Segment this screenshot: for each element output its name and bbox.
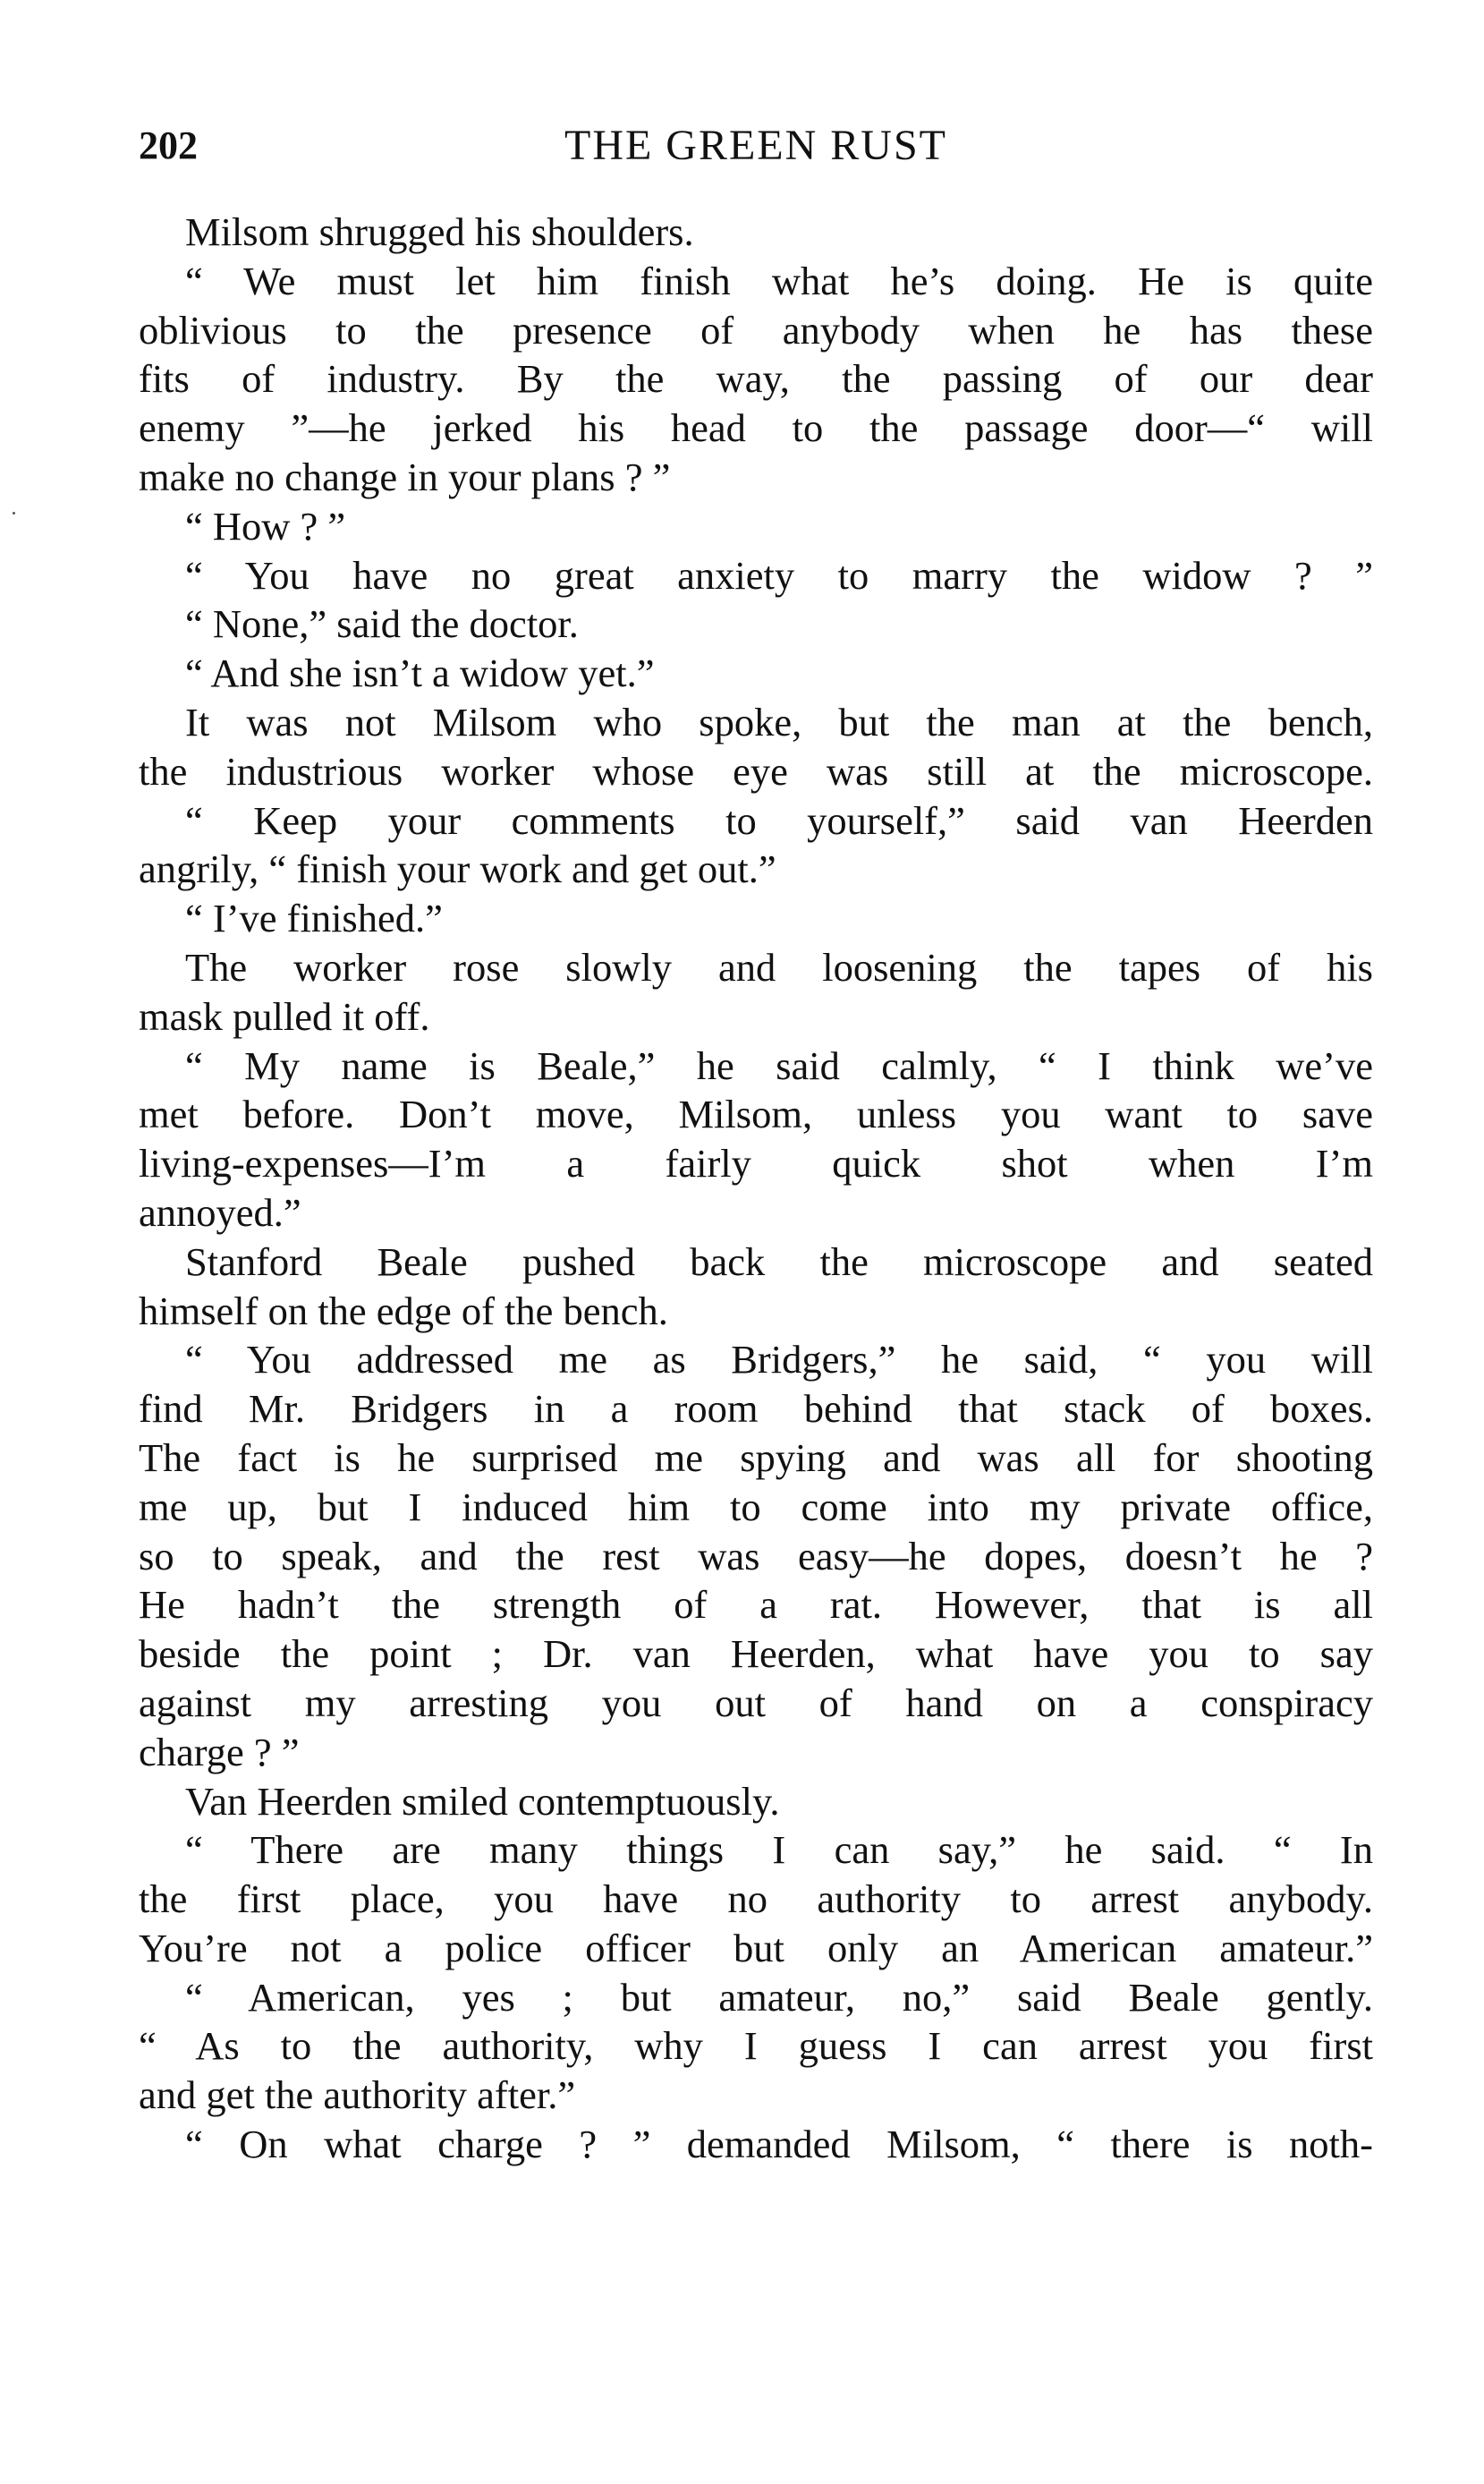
- text-line: himself on the edge of the bench.: [139, 1288, 668, 1333]
- text-line: “ We must let him finish what he’s doing. He is quite: [185, 258, 1373, 303]
- text-line: “ You have no great anxiety to marry the widow ? ”: [185, 552, 1373, 598]
- text-line: “ How ? ”: [185, 503, 346, 549]
- text-line: fits of industry. By the way, the passing of our dear: [139, 356, 1373, 402]
- text-line: beside the point ; Dr. van Heerden, what have you to say: [139, 1631, 1373, 1677]
- text-line: me up, but I induced him to come into my private office,: [139, 1484, 1373, 1529]
- text-line: so to speak, and the rest was easy—he dopes, doesn’t he ?: [139, 1533, 1373, 1578]
- text-line: “ None,” said the doctor.: [185, 601, 579, 647]
- page-number: 202: [139, 123, 198, 167]
- text-line: “ I’ve finished.”: [185, 896, 443, 941]
- text-line: and get the authority after.”: [139, 2072, 576, 2118]
- text-line: “ American, yes ; but amateur, no,” said Beale gently.: [185, 1974, 1373, 2020]
- text-line: “ My name is Beale,” he said calmly, “ I think we’ve: [185, 1042, 1373, 1088]
- text-line: You’re not a police officer but only an American amateur.”: [139, 1925, 1373, 1970]
- text-line: make no change in your plans ? ”: [139, 454, 671, 499]
- text-line: enemy ”—he jerked his head to the passage door—“ will: [139, 405, 1373, 451]
- text-line: against my arresting you out of hand on a conspiracy: [139, 1680, 1373, 1725]
- text-line: mask pulled it off.: [139, 993, 430, 1039]
- text-line: “ You addressed me as Bridgers,” he said, “ you will: [185, 1337, 1373, 1382]
- stray-ink-mark: [13, 512, 15, 515]
- text-line: charge ? ”: [139, 1729, 300, 1774]
- text-line: “ And she isn’t a widow yet.”: [185, 651, 655, 696]
- text-line: annoyed.”: [139, 1189, 301, 1235]
- text-line: angrily, “ finish your work and get out.”: [139, 846, 776, 892]
- running-head: [139, 115, 1373, 177]
- text-line: “ Keep your comments to yourself,” said van Heerden: [185, 797, 1373, 843]
- text-line: The fact is he surprised me spying and was all for shooting: [139, 1434, 1373, 1480]
- text-line: Milsom shrugged his shoulders.: [185, 209, 694, 254]
- text-line: oblivious to the presence of anybody when he has these: [139, 307, 1373, 353]
- text-line: “ There are many things I can say,” he said. “ In: [185, 1827, 1373, 1873]
- text-line: “ On what charge ? ” demanded Milsom, “ there is noth-: [185, 2122, 1373, 2167]
- text-line: “ As to the authority, why I guess I can arrest you first: [139, 2023, 1373, 2069]
- text-line: It was not Milsom who spoke, but the man at the bench,: [185, 699, 1373, 744]
- text-line: find Mr. Bridgers in a room behind that stack of boxes.: [139, 1386, 1373, 1432]
- text-line: living-expenses—I’m a fairly quick shot when I’m: [139, 1141, 1373, 1187]
- text-line: Van Heerden smiled contemptuously.: [185, 1778, 780, 1824]
- body-text: [139, 208, 1373, 2169]
- text-line: Stanford Beale pushed back the microscope and seated: [185, 1238, 1373, 1284]
- text-line: the industrious worker whose eye was still at the microscope.: [139, 748, 1373, 794]
- text-line: He hadn’t the strength of a rat. However, that is all: [139, 1582, 1373, 1628]
- book-title: THE GREEN RUST: [564, 122, 947, 169]
- text-line: met before. Don’t move, Milsom, unless you want to save: [139, 1092, 1373, 1137]
- text-line: the first place, you have no authority to arrest anybody.: [139, 1876, 1373, 1922]
- text-line: The worker rose slowly and loosening the tapes of his: [185, 944, 1373, 990]
